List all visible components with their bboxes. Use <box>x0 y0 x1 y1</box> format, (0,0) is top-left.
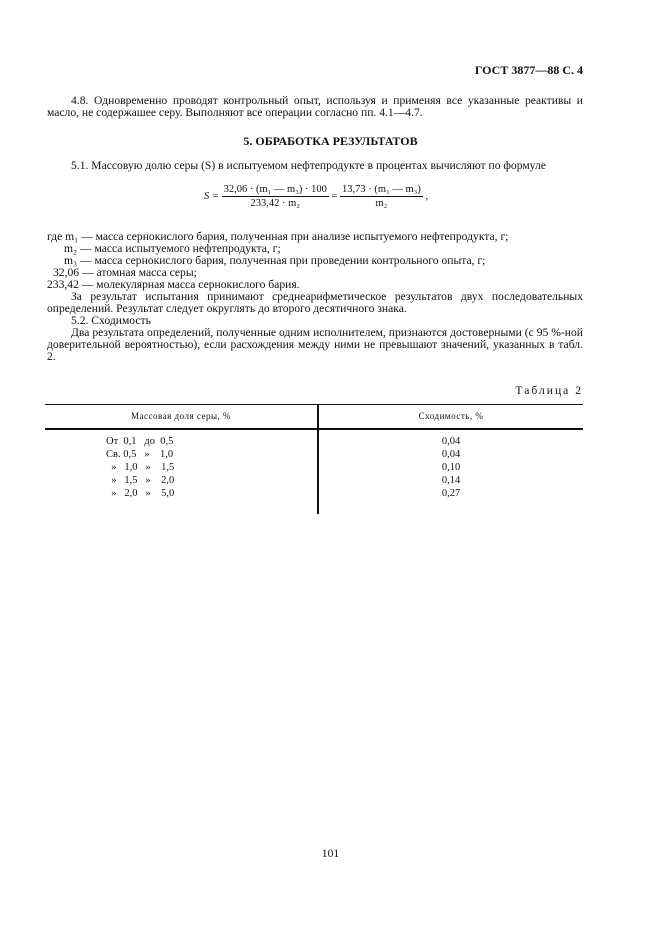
definition-text: — атомная масса серы; <box>79 266 197 279</box>
definition-term: 233,42 <box>47 278 79 291</box>
fraction-1 <box>222 184 329 209</box>
definitions-list <box>47 231 587 291</box>
fraction-1-numerator: 32,06 · (m₁ — m₃) · 100 <box>223 184 327 195</box>
cell-value: 0,04 <box>441 436 461 447</box>
paragraph-result: За результат испытания принимают среднеарифметическое результатов двух последовательных определений. Результат следует округлять до второго десятичного знака. <box>47 290 583 315</box>
cell-value: 0,04 <box>441 449 461 460</box>
cell-range: » 1,0 » 1,5 <box>106 462 175 473</box>
column-header-convergence: Сходимость, % <box>318 405 583 430</box>
formula <box>204 184 428 209</box>
fraction-2-numerator: 13,73 · (m₁ — m₃) <box>342 184 421 195</box>
paragraph-5-1: 5.1. Массовую долю серы (S) в испытуемом нефтепродукте в процентах вычисляют по формуле <box>71 159 546 172</box>
cell-range: Св. 0,5 » 1,0 <box>106 449 174 460</box>
cell-value: 0,27 <box>441 488 461 499</box>
definition-text: — масса испытуемого нефтепродукта, г; <box>77 242 281 255</box>
table-caption: Таблица 2 <box>515 384 583 397</box>
table-row <box>45 435 583 448</box>
fraction-1-denominator: 233,42 · m₂ <box>250 198 300 209</box>
formula-comma: , <box>425 191 429 202</box>
definition-term: 32,06 <box>53 266 80 279</box>
definition-text: — масса сернокислого бария, полученная при анализе испытуемого нефтепродукта, г; <box>78 230 509 243</box>
paragraph-5-2: Два результата определений, полученные одним исполнителем, признаются достоверными (с 95 %-ной доверительной вероятностью), если расхождения между ними не превышают значений, указанных в табл. 2. <box>47 326 583 363</box>
paragraph-5-2-title: 5.2. Сходимость <box>71 314 151 327</box>
table-row <box>45 487 583 500</box>
cell-range: » 2,0 » 5,0 <box>106 488 175 499</box>
fraction-2 <box>340 184 423 209</box>
definition-term: где m₁ <box>47 230 79 243</box>
table-row <box>45 448 583 461</box>
column-header-sulfur-fraction: Массовая доля серы, % <box>45 405 318 430</box>
convergence-table <box>45 404 583 514</box>
definition-term: m₂ <box>64 242 78 255</box>
page-number: 101 <box>321 847 340 860</box>
formula-equals: = <box>331 191 338 202</box>
table-header-row <box>45 405 583 430</box>
definition-text: — масса сернокислого бария, полученная при проведении контрольного опыта, г; <box>77 254 486 267</box>
definition-term: m₃ <box>64 254 78 267</box>
cell-range: От 0,1 до 0,5 <box>106 436 174 447</box>
paragraph-4-8: 4.8. Одновременно проводят контрольный опыт, используя и применяя все указанные реактивы и масло, не содержашее серу. Выполняют все операции согласно пп. 4.1—4.7. <box>47 94 583 119</box>
cell-value: 0,10 <box>441 462 461 473</box>
section-title: 5. ОБРАБОТКА РЕЗУЛЬТАТОВ <box>243 134 418 148</box>
cell-range: » 1,5 » 2,0 <box>106 475 175 486</box>
spacer <box>45 500 318 514</box>
definition-text: — молекулярная масса сернокислого бария. <box>78 278 300 291</box>
page-header: ГОСТ 3877—88 С. 4 <box>474 63 583 77</box>
table-row <box>45 461 583 474</box>
spacer <box>318 500 583 514</box>
formula-lhs: S = <box>204 191 219 202</box>
fraction-2-denominator: m₂ <box>375 198 388 209</box>
table-row <box>45 474 583 487</box>
cell-value: 0,14 <box>441 475 461 486</box>
